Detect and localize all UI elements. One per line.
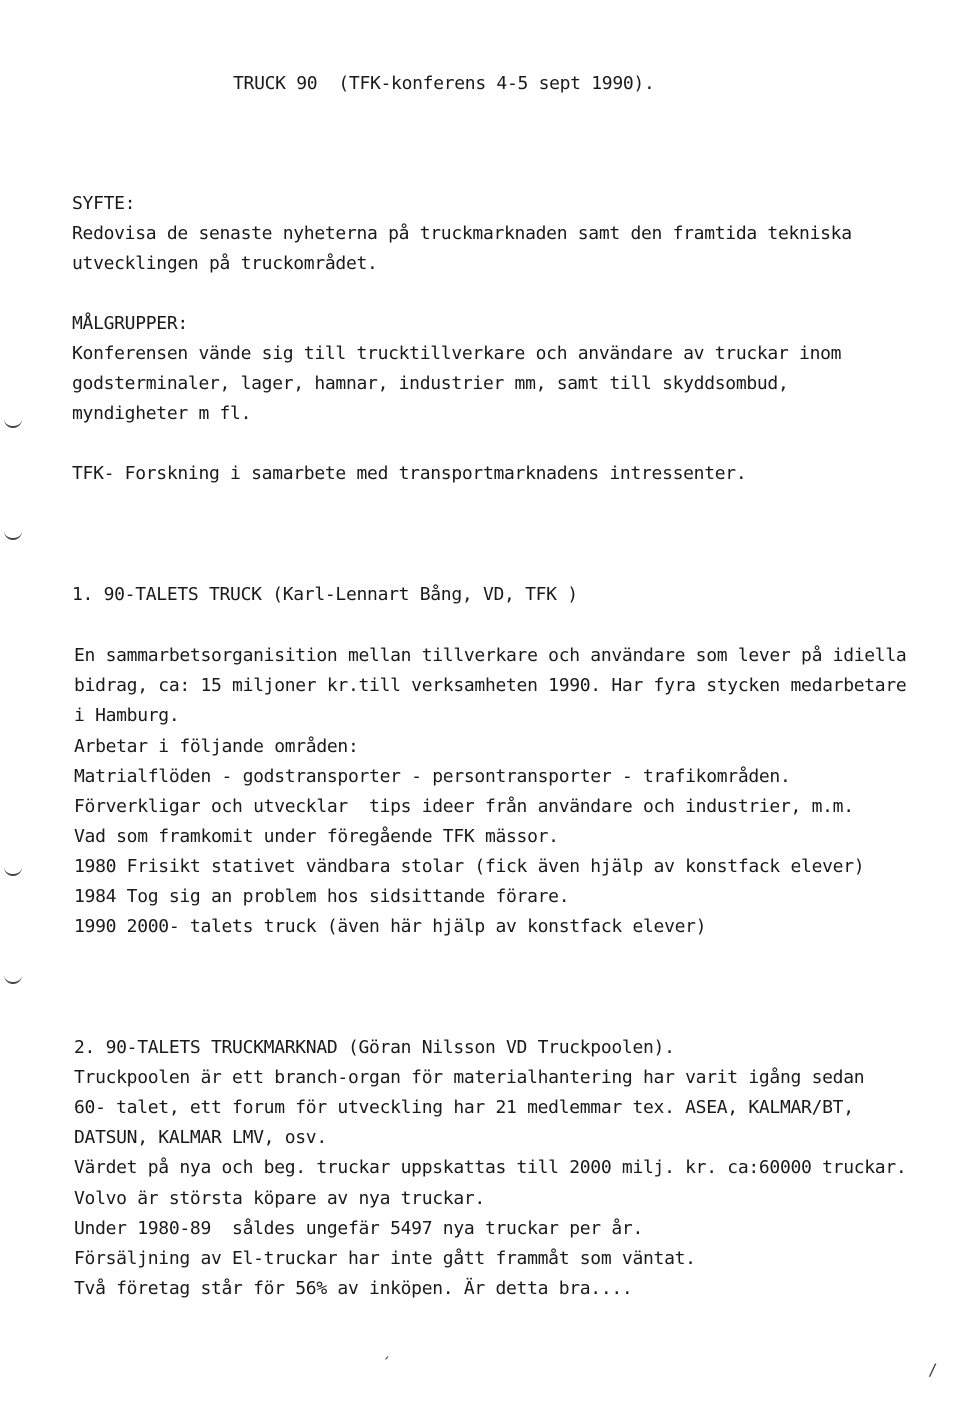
section1-line-6: Förverkligar och utvecklar tips ideer från användare och industrier, m.m. [74, 796, 854, 817]
syfte-heading: SYFTE: [72, 193, 136, 214]
section1-line-4: Arbetar i följande områden: [74, 736, 359, 757]
section2-line-3: DATSUN, KALMAR LMV, osv. [74, 1127, 327, 1148]
section1-line-5: Matrialflöden - godstransporter - persontransporter - trafikområden. [74, 766, 791, 787]
section1-line-8: 1980 Frisikt stativet vändbara stolar (fick även hjälp av konstfack elever) [74, 856, 865, 877]
section1-line-3: i Hamburg. [74, 705, 180, 726]
section1-line-2: bidrag, ca: 15 miljoner kr.till verksamheten 1990. Har fyra stycken medarbetare [74, 675, 907, 696]
section1-line-7: Vad som framkomit under föregående TFK mässor. [74, 826, 559, 847]
section1-line-9: 1984 Tog sig an problem hos sidsittande förare. [74, 886, 570, 907]
section1-line-10: 1990 2000- talets truck (även här hjälp av konstfack elever) [74, 916, 707, 937]
malgrupper-heading: MÅLGRUPPER: [72, 313, 188, 334]
tfk-line: TFK- Forskning i samarbete med transportmarknadens intressenter. [72, 463, 747, 484]
margin-hole-mark [4, 418, 22, 428]
document-title: TRUCK 90 (TFK-konferens 4-5 sept 1990). [233, 73, 655, 94]
syfte-line-1: Redovisa de senaste nyheterna på truckmarknaden samt den framtida tekniska [72, 223, 852, 244]
section2-line-7: Försäljning av El-truckar har inte gått frammåt som väntat. [74, 1248, 696, 1269]
section2-heading: 2. 90-TALETS TRUCKMARKNAD (Göran Nilsson VD Truckpoolen). [74, 1037, 675, 1058]
section2-line-6: Under 1980-89 såldes ungefär 5497 nya truckar per år. [74, 1218, 643, 1239]
section1-line-1: En sammarbetsorganisition mellan tillverkare och användare som lever på idiella [74, 645, 907, 666]
margin-hole-mark [4, 866, 22, 876]
section2-line-1: Truckpoolen är ett branch-organ för materialhantering har varit igång sedan [74, 1067, 865, 1088]
section2-line-5: Volvo är största köpare av nya truckar. [74, 1188, 485, 1209]
section1-heading: 1. 90-TALETS TRUCK (Karl-Lennart Bång, VD, TFK ) [72, 584, 578, 605]
section2-line-8: Två företag står för 56% av inköpen. Är detta bra.... [74, 1278, 633, 1299]
syfte-line-2: utvecklingen på truckområdet. [72, 253, 378, 274]
margin-hole-mark [4, 974, 22, 984]
section2-line-2: 60- talet, ett forum för utveckling har 21 medlemmar tex. ASEA, KALMAR/BT, [74, 1097, 854, 1118]
malgrupper-line-2: godsterminaler, lager, hamnar, industrier mm, samt till skyddsombud, [72, 373, 789, 394]
section2-line-4: Värdet på nya och beg. truckar uppskattas till 2000 milj. kr. ca:60000 truckar. [74, 1157, 907, 1178]
malgrupper-line-3: myndigheter m fl. [72, 403, 252, 424]
malgrupper-line-1: Konferensen vände sig till trucktillverkare och användare av truckar inom [72, 343, 842, 364]
stray-mark: / [928, 1360, 938, 1379]
stray-mark: ˏ [382, 1340, 392, 1359]
margin-hole-mark [4, 530, 22, 540]
